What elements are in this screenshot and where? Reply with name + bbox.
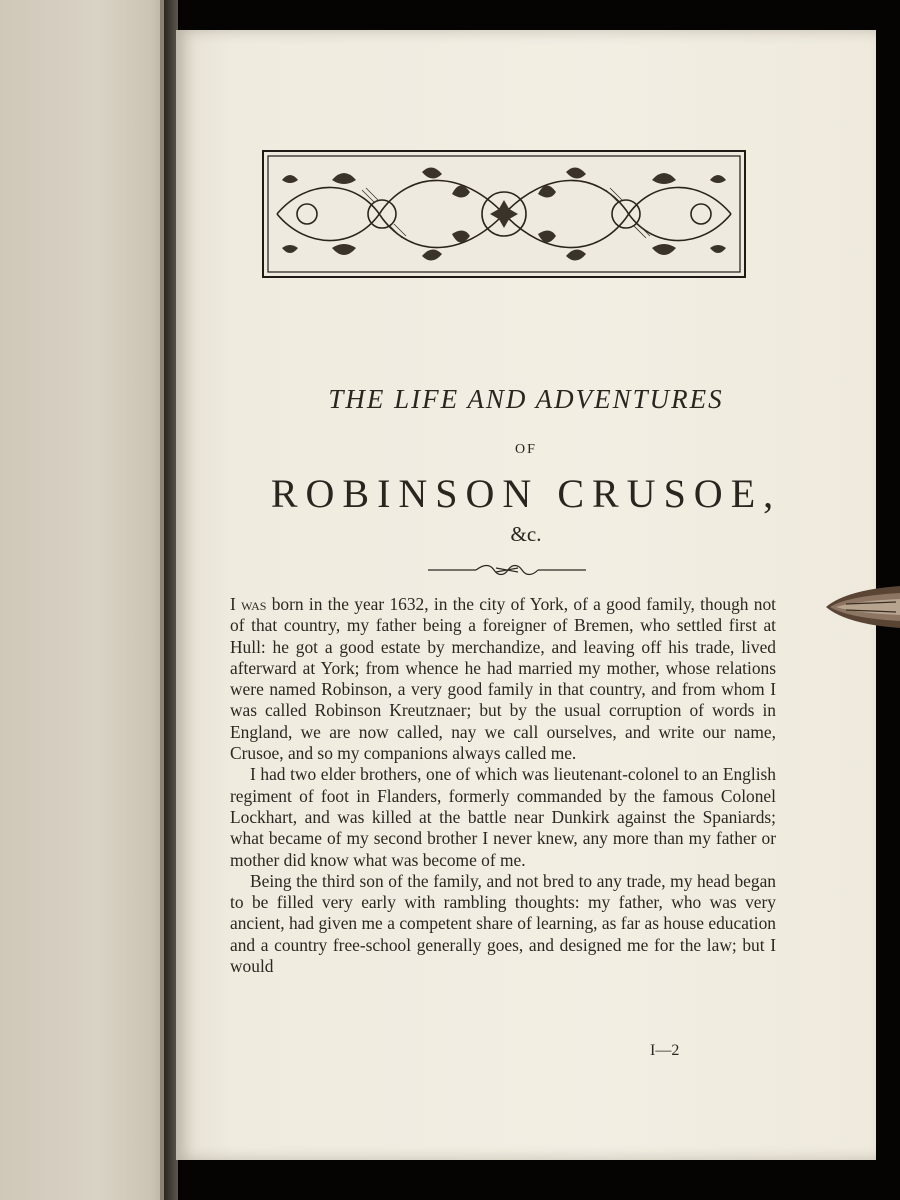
- paragraph-2: I had two elder brothers, one of which was lieutenant-colonel to an English regiment of foot in Flanders, formerly commanded by the famous Colonel Lockhart, and was killed at the battle near Dunkirk against the Spaniards; what became of my second brother I never knew, any more than my father or mother did know what was become of me.: [230, 764, 776, 870]
- paragraph-1-text: born in the year 1632, in the city of York, of a good family, though not of that country, my father being a foreigner of Bremen, who settled first at Hull: he got a good estate by merchandize, and leaving off his trade, lived afterward at York; from whence he had married my mother, whose relations were named Robinson, a very good family in that country, and from whom I was called Robinson Kreutznaer; but by the usual corruption of words in England, we are now called, nay we call ourselves, and write our name, Crusoe, and so my companions always called me.: [230, 594, 776, 764]
- title-line-of: OF: [515, 442, 537, 457]
- paragraph-3: Being the third son of the family, and not bred to any trade, my head began to be filled very early with rambling thoughts: my father, who was very ancient, had given me a competent share of learning, as far as house education and a country free-school generally goes, and designed me for the law; but I would: [230, 870, 776, 977]
- body-text: [230, 594, 776, 977]
- page-marker-tab: [826, 584, 900, 630]
- title-main: ROBINSON CRUSOE,: [270, 471, 782, 516]
- opening-words: I was: [230, 594, 267, 614]
- title-etc: &c.: [510, 522, 542, 546]
- ornamental-rule: [428, 562, 586, 578]
- signature-mark: I—2: [650, 1042, 680, 1059]
- paragraph-1: [230, 594, 776, 764]
- ornamental-headpiece: [262, 150, 746, 278]
- left-page: [0, 0, 178, 1200]
- title-line-italic: THE LIFE AND ADVENTURES: [328, 384, 724, 414]
